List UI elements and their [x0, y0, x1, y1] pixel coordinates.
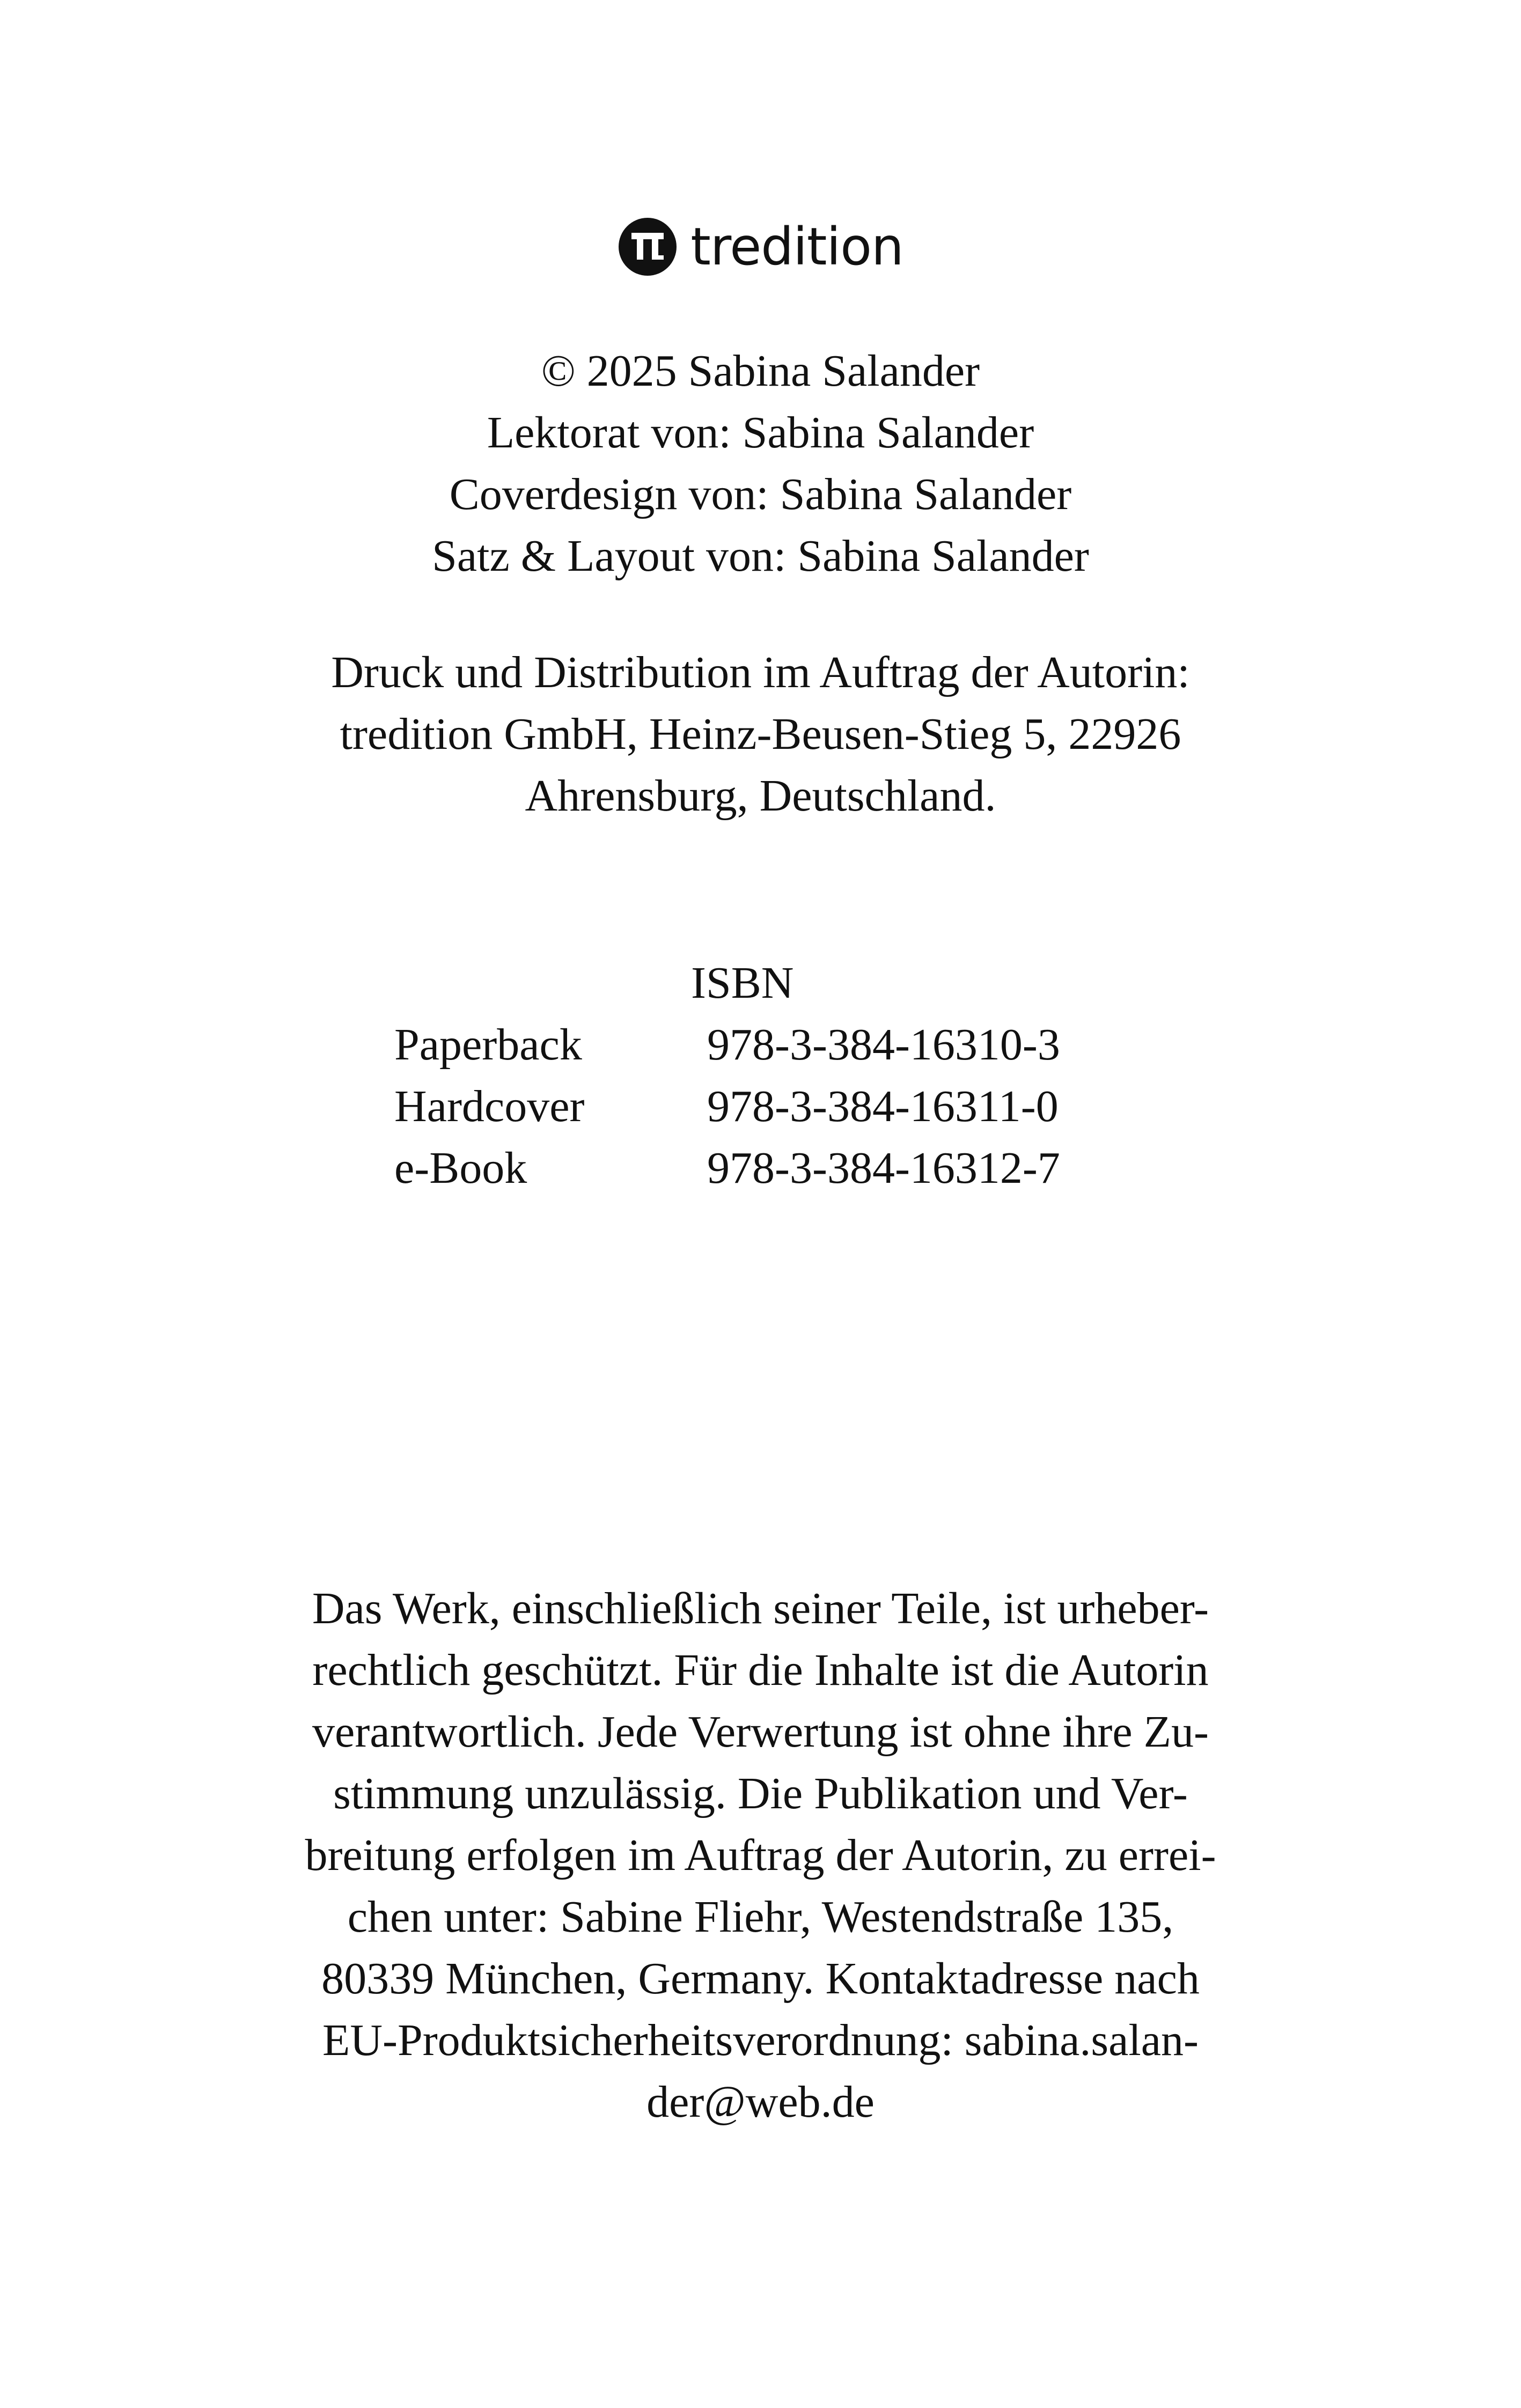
- isbn-table: [394, 1014, 1060, 1199]
- legal-line: EU-Produktsicherheitsverordnung: sabina.salan-: [322, 2015, 1199, 2065]
- editing-credit: Lektorat von: Sabina Salander: [487, 408, 1034, 458]
- tredition-logo-icon: [618, 217, 678, 277]
- legal-notice: [0, 1578, 1521, 2133]
- legal-line: der@web.de: [646, 2077, 875, 2127]
- isbn-format: Hardcover: [394, 1081, 585, 1131]
- legal-line: rechtlich geschützt. Für die Inhalte ist die Autorin: [312, 1645, 1209, 1695]
- legal-line: stimmung unzulässig. Die Publikation und Ver-: [333, 1769, 1188, 1818]
- legal-line: Das Werk, einschließlich seiner Teile, ist urheber-: [312, 1584, 1209, 1633]
- isbn-row: [394, 1137, 1060, 1199]
- isbn-number: 978-3-384-16312-7: [707, 1143, 1060, 1193]
- printing-distribution-block: [0, 642, 1521, 827]
- publisher-wordmark: tredition: [690, 217, 903, 277]
- typesetting-credit: Satz & Layout von: Sabina Salander: [432, 531, 1089, 581]
- isbn-format: Paperback: [394, 1020, 582, 1070]
- printing-line: tredition GmbH, Heinz-Beusen-Stieg 5, 22926: [340, 709, 1181, 759]
- printing-line: Druck und Distribution im Auftrag der Autorin:: [331, 647, 1190, 697]
- isbn-number: 978-3-384-16310-3: [707, 1020, 1060, 1070]
- printing-line: Ahrensburg, Deutschland.: [525, 771, 996, 821]
- isbn-row: [394, 1014, 1060, 1076]
- legal-line: verantwortlich. Jede Verwertung ist ohne ihre Zu-: [312, 1707, 1209, 1757]
- legal-line: breitung erfolgen im Auftrag der Autorin, zu errei-: [305, 1830, 1216, 1880]
- copyright-line: © 2025 Sabina Salander: [541, 346, 980, 396]
- credits-block: [0, 340, 1521, 587]
- cover-design-credit: Coverdesign von: Sabina Salander: [449, 469, 1072, 519]
- isbn-format: e-Book: [394, 1143, 527, 1193]
- isbn-number: 978-3-384-16311-0: [707, 1081, 1059, 1131]
- publisher-logo: [0, 215, 1521, 279]
- isbn-row: [394, 1076, 1060, 1137]
- legal-line: 80339 München, Germany. Kontaktadresse nach: [321, 1954, 1200, 2004]
- legal-line: chen unter: Sabine Fliehr, Westendstraße 135,: [347, 1892, 1174, 1942]
- isbn-heading: ISBN: [691, 958, 794, 1008]
